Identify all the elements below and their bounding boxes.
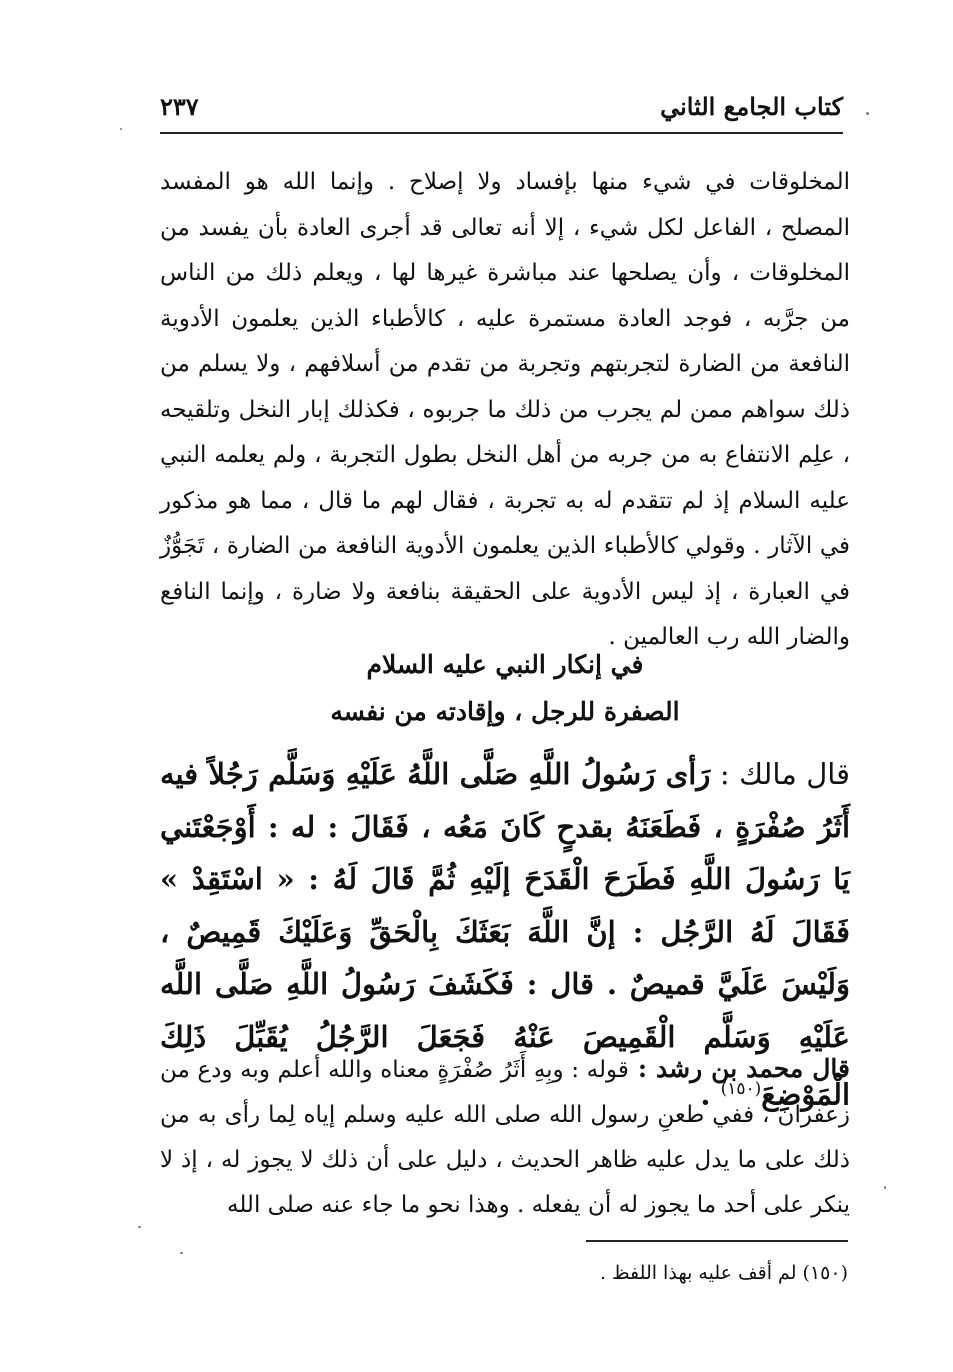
hadith-body: رَأى رَسُولُ اللَّهِ صَلَّى اللَّهُ عَلَيْهِ وَسَلَّم رَجُلاً فيه أَثَرُ صُفْرَةٍ ، فَطَعَنَهُ بقدحٍ كَانَ مَعُه ، فَقَالَ : له : أَوْجَعْتَني يَا رَسُولَ اللَّهِ فَطَرَحَ الْقَدَحَ إلَيْهِ ثُمَّ قَالَ لَهُ : « اسْتَقِدْ » فَقَالَ لَهُ الرَّجُل : إنَّ اللَّهَ بَعَثَكَ بِالْحَقِّ وَعَلَيْكَ قَمِيصٌ ، وَلَيْسَ عَلَيَّ قميصٌ . قال : فَكَشَفَ رَسُولُ اللَّهِ صَلَّى اللَّه عَلَيْهِ وَسَلَّم الْقَمِيصَ عَنْهُ فَجَعَلَ الرَّجُلُ يُقَبِّلَ ذَلِكَ الْمَوْضِعَ bbox=[160, 757, 850, 1112]
scan-speck bbox=[138, 1226, 141, 1228]
running-title: كتاب الجامع الثاني bbox=[660, 92, 843, 121]
section-heading-line-2: الصفرة للرجل ، وإقادته من نفسه bbox=[330, 697, 680, 726]
scan-speck bbox=[884, 1186, 886, 1189]
scan-speck bbox=[180, 1252, 183, 1254]
page-number: ٢٣٧ bbox=[160, 92, 199, 121]
hadith-end: . bbox=[700, 1077, 721, 1112]
commentary-paragraph bbox=[160, 1046, 850, 1228]
commentary-text: قوله : وبِهِ أَثَرُ صُفْرَةٍ معناه والله أعلم وبه ودع من زعفران ، ففي طعنِ رسول الله صلى الله عليه وسلم إياه لِما رأى به من ذلك على ما يدل عليه ظاهر الحديث ، دليل على أن ذلك لا يجوز له ، إذ لا ينكر على أحد ما يجوز له أن يفعله . وهذا نحو ما جاء عنه صلى الله bbox=[160, 1057, 850, 1218]
footnote: (١٥٠) لم أقف عليه بهذا اللفظ . bbox=[599, 1262, 848, 1284]
hadith-intro: قال مالك : bbox=[710, 757, 850, 791]
footnote-reference: (١٥٠) bbox=[720, 1079, 762, 1099]
page-header bbox=[160, 92, 843, 134]
scan-speck bbox=[866, 112, 869, 115]
section-heading-line-1: في إنكار النبي عليه السلام bbox=[366, 650, 644, 679]
scan-speck bbox=[120, 128, 122, 130]
body-paragraph: المخلوقات في شيء منها بإفساد ولا إصلاح . وإنما الله هو المفسد المصلح ، الفاعل لكل شيء ، إلا أنه تعالى قد أجرى العادة بأن يفسد من المخلوقات ، وأن يصلحها عند مباشرة غيرها لها ، ويعلم ذلك من الناس من جرَّبه ، فوجد العادة مستمرة عليه ، كالأطباء الذين يعلمون الأدوية النافعة من الضارة لتجربتهم وتجربة من تقدم من أسلافهم ، ولا يسلم من ذلك سواهم ممن لم يجرب من ذلك ما جربوه ، فكذلك إبار النخل وتلقيحه ، علِم الانتفاع به من جربه من أهل النخل بطول التجربة ، ولم يعلمه النبي عليه السلام إذ لم تتقدم له به تجربة ، فقال لهم ما قال ، مما هو مذكور في الآثار . وقولي كالأطباء الذين يعلمون الأدوية النافعة من الضارة ، تَجَوُّزٌ في العبارة ، إذ ليس الأدوية على الحقيقة بنافعة ولا ضارة ، وإنما النافع والضار الله رب العالمين . bbox=[160, 169, 850, 650]
commentary-speaker: قال محمد بن رشد : bbox=[628, 1054, 850, 1083]
footnote-divider bbox=[586, 1240, 848, 1242]
